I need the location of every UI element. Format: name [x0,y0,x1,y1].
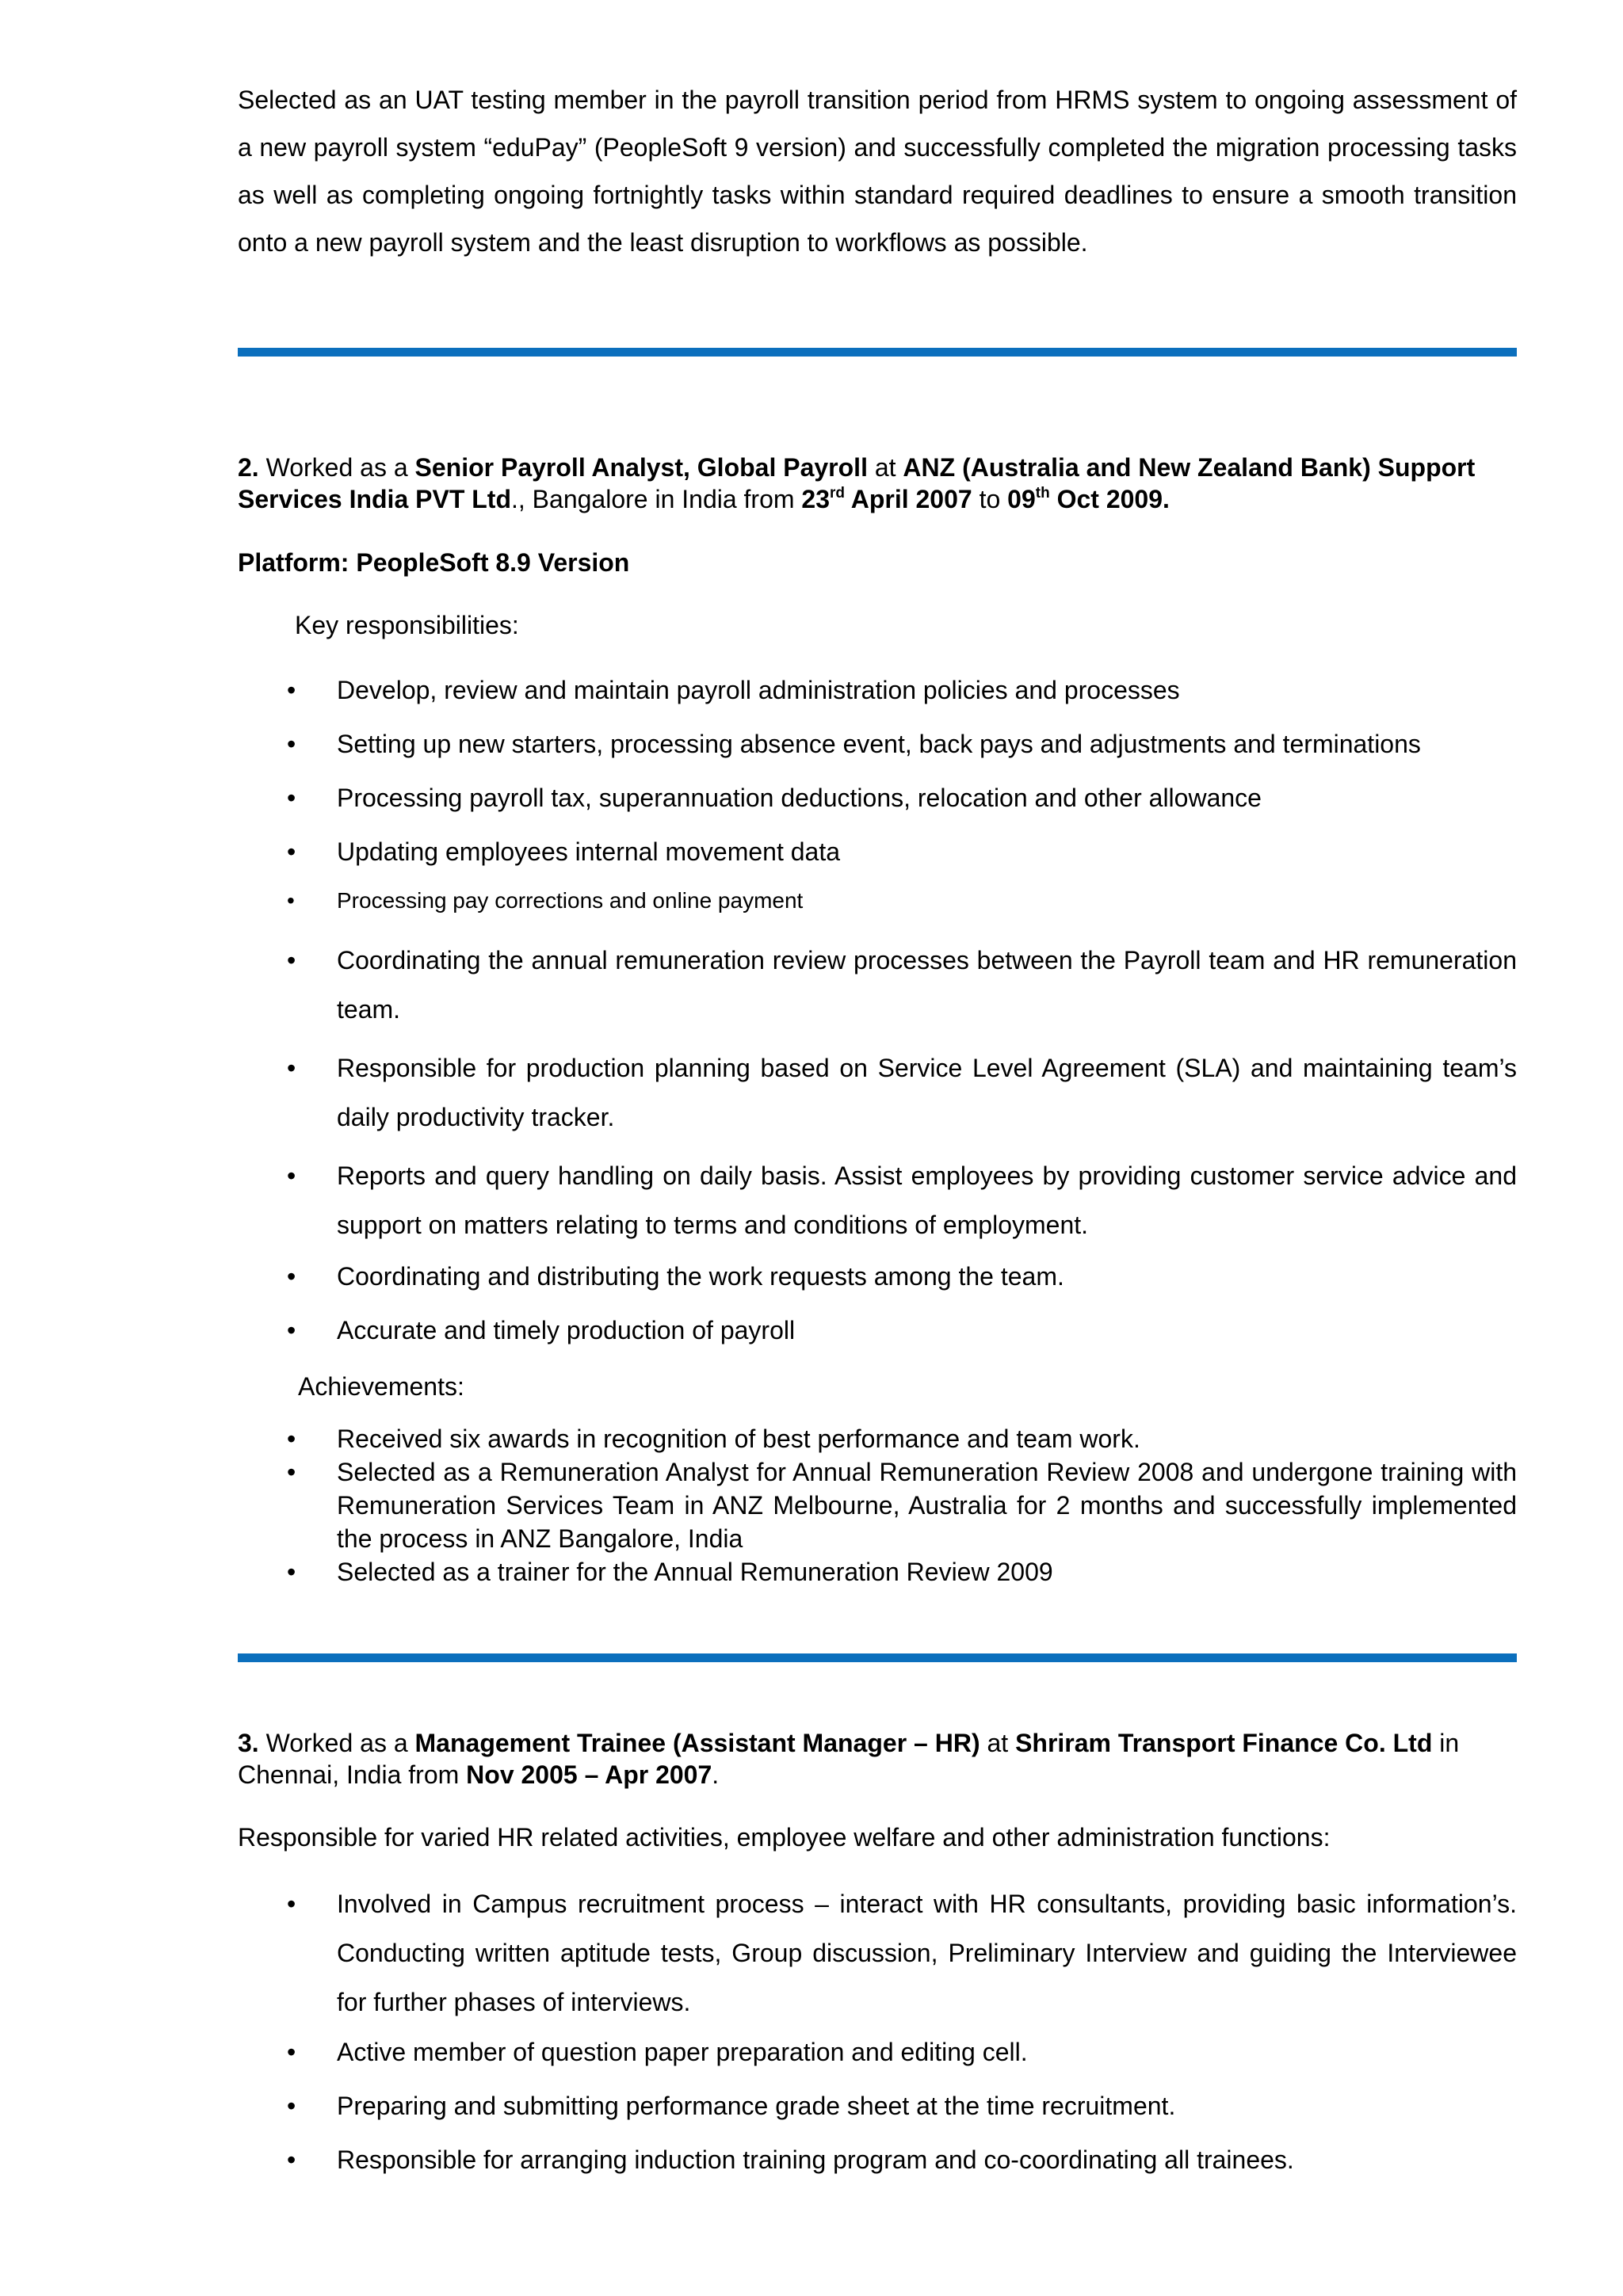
section-divider [238,348,1517,357]
bullet-icon: • [287,1425,296,1453]
job2-number: 2. [238,453,259,482]
job2-achievements-label: Achievements: [298,1372,464,1401]
list-item: • Responsible for arranging induction training program and co-coordinating all trainees. [287,2145,1294,2174]
bullet-icon: • [287,946,296,974]
job2-end-date: 09th Oct 2009. [1007,485,1170,513]
bullet-icon: • [287,1890,296,1918]
job2-heading: 2. Worked as a Senior Payroll Analyst, Global Payroll at ANZ (Australia and New Zealand Bank) Support Services India PVT Ltd., Bangalore in India from 23rd April 2007 to 09th Oct 2009. [238,453,1476,513]
job2-responsibilities-label: Key responsibilities: [295,611,519,639]
list-item: • Reports and query handling on daily basis. Assist employees by providing customer service advice and support on matters relating to terms and conditions of employment. [238,1151,1517,1249]
bullet-icon: • [287,2092,296,2120]
job3-role: Management Trainee (Assistant Manager – HR) [414,1729,980,1757]
list-item: • Coordinating the annual remuneration review processes between the Payroll team and HR remuneration team. [238,936,1517,1034]
list-item: • Involved in Campus recruitment process – interact with HR consultants, providing basic information’s. Conducting written aptitude tests, Group discussion, Preliminary Interview and guiding the Interviewee for further phases of interviews. [238,1879,1517,2027]
section-divider [238,1653,1517,1662]
job3-number: 3. [238,1729,259,1757]
bullet-icon: • [287,784,296,812]
job2-achievements-list [238,1422,1517,1589]
list-item: • Selected as a Remuneration Analyst for Annual Remuneration Review 2008 and undergone training with Remuneration Services Team in ANZ Melbourne, Australia for 2 months and successfully implemented the process in ANZ Bangalore, India [238,1455,1517,1555]
list-item: • Accurate and timely production of payroll [287,1316,796,1344]
list-item: • Responsible for production planning based on Service Level Agreement (SLA) and maintaining team’s daily productivity tracker. [238,1043,1517,1142]
job3-heading: 3. Worked as a Management Trainee (Assistant Manager – HR) at Shriram Transport Finance Co. Ltd in Chennai, India from Nov 2005 – Apr 2007. [238,1729,1460,1789]
job2-company: ANZ (Australia and New Zealand Bank) Support Services India PVT Ltd [238,453,1476,513]
list-item: • Selected as a trainer for the Annual Remuneration Review 2009 [238,1555,1517,1589]
bullet-icon: • [287,1316,296,1344]
list-item: • Develop, review and maintain payroll administration policies and processes [287,676,1180,704]
bullet-icon: • [287,1558,296,1586]
job3-dates: Nov 2005 – Apr 2007 [466,1760,712,1789]
bullet-icon: • [287,837,296,866]
intro-paragraph: Selected as an UAT testing member in the payroll transition period from HRMS system to ongoing assessment of a new payroll system “eduPay” (PeopleSoft 9 version) and successfully completed the migration processing tasks as well as completing ongoing fortnightly tasks within standard required deadlines to ensure a smooth transition onto a new payroll system and the least disruption to workflows as possible. [238,86,1517,257]
bullet-icon: • [287,1262,296,1291]
list-item: • Setting up new starters, processing absence event, back pays and adjustments and terminations [287,730,1421,758]
list-item: • Preparing and submitting performance grade sheet at the time recruitment. [287,2092,1176,2120]
list-item: • Received six awards in recognition of best performance and team work. [238,1422,1517,1455]
list-item: • Updating employees internal movement data [287,837,841,866]
list-item: • Processing pay corrections and online payment [238,887,1517,915]
bullet-icon: • [287,2038,296,2066]
job2-start-date: 23rd April 2007 [801,485,972,513]
bullet-icon: • [287,2145,296,2174]
job3-company: Shriram Transport Finance Co. Ltd [1015,1729,1433,1757]
bullet-icon: • [287,1458,296,1486]
job3-responsibilities-list [238,1879,1517,2176]
job2-role: Senior Payroll Analyst, Global Payroll [414,453,868,482]
bullet-icon: • [287,888,295,913]
job2-platform: Platform: PeopleSoft 8.9 Version [238,548,630,577]
bullet-icon: • [287,1054,296,1082]
list-item: • Processing payroll tax, superannuation deductions, relocation and other allowance [287,784,1262,812]
bullet-icon: • [287,676,296,704]
list-item: • Active member of question paper preparation and editing cell. [287,2038,1028,2066]
bullet-icon: • [287,730,296,758]
bullet-icon: • [287,1161,296,1190]
job2-responsibilities-list [238,674,1517,1346]
job3-summary: Responsible for varied HR related activities, employee welfare and other administration functions: [238,1823,1331,1852]
list-item: • Coordinating and distributing the work requests among the team. [287,1262,1064,1291]
